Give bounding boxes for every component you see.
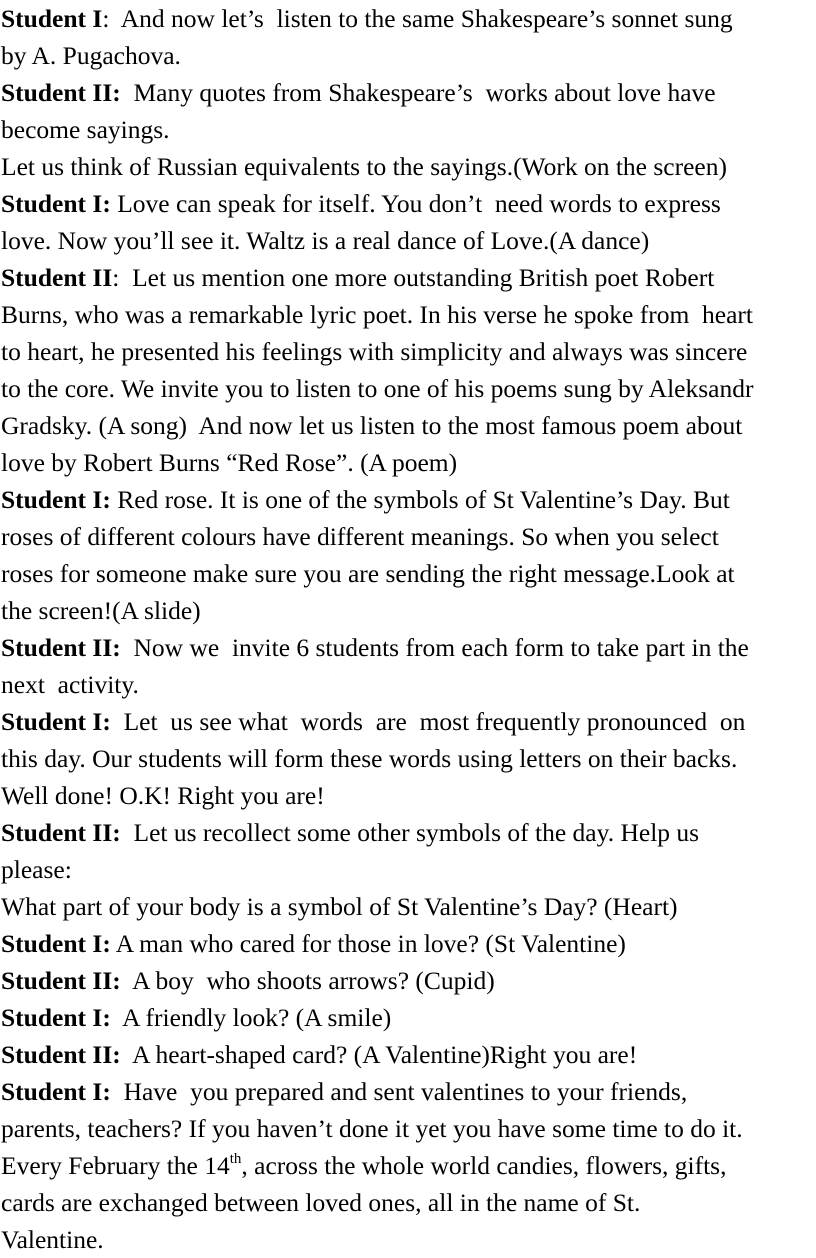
line-text: And now let’s listen to the same Shakespeare’s sonnet sung: [109, 4, 733, 33]
line-text: roses of different colours have different meanings. So when you select: [1, 522, 719, 551]
text-line: [1, 740, 816, 777]
text-line: [1, 222, 816, 259]
line-text: to the core. We invite you to listen to one of his poems sung by Aleksandr: [1, 374, 754, 403]
line-text: roses for someone make sure you are sending the right message.Look at: [1, 559, 735, 588]
line-text: become sayings.: [1, 115, 170, 144]
line-text: Now we invite 6 students from each form to take part in the: [120, 633, 749, 662]
text-line: [1, 1073, 816, 1110]
line-text: Have you prepared and sent valentines to your friends,: [110, 1077, 688, 1106]
line-text: A friendly look? (A smile): [110, 1003, 392, 1032]
line-text: love by Robert Burns “Red Rose”. (A poem): [1, 448, 458, 477]
speaker-label: Student II:: [1, 818, 121, 847]
date-text-before: Every February the 14: [1, 1151, 230, 1180]
line-text: Burns, who was a remarkable lyric poet. In his verse he spoke from heart: [1, 300, 754, 329]
line-text: Let us mention one more outstanding British poet Robert: [119, 263, 715, 292]
line-text: next activity.: [1, 670, 139, 699]
text-line: [1, 148, 816, 185]
line-text: A boy who shoots arrows? (Cupid): [120, 966, 495, 995]
text-line: [1, 666, 816, 703]
text-line: [1, 74, 816, 111]
line-text: A man who cared for those in love? (St Valentine): [110, 929, 626, 958]
text-line: [1, 592, 816, 629]
text-line: [1, 370, 816, 407]
speaker-label: Student I:: [1, 485, 111, 514]
text-line: [1, 629, 816, 666]
line-text: love. Now you’ll see it. Waltz is a real dance of Love.(A dance): [1, 226, 650, 255]
speaker-separator: :: [102, 4, 110, 33]
ordinal-suffix: th: [229, 1150, 242, 1167]
speaker-label: Student I:: [1, 1003, 111, 1032]
line-text: this day. Our students will form these words using letters on their backs.: [1, 744, 738, 773]
speaker-label: Student II: [1, 263, 113, 292]
speaker-label: Student I:: [1, 929, 111, 958]
text-line: [1, 0, 816, 37]
text-line: [1, 888, 816, 925]
line-text: Let us think of Russian equivalents to the sayings.(Work on the screen): [1, 152, 727, 181]
text-line: [1, 555, 816, 592]
date-text-after: , across the whole world candies, flowers, gifts,: [241, 1151, 727, 1180]
text-line: [1, 37, 816, 74]
line-text: Well done! O.K! Right you are!: [1, 781, 325, 810]
text-line: [1, 851, 816, 888]
text-line: [1, 407, 816, 444]
line-text: by A. Pugachova.: [1, 41, 181, 70]
text-line: [1, 111, 816, 148]
text-line-valentine: Valentine.: [1, 1225, 104, 1254]
line-text: the screen!(A slide): [1, 596, 201, 625]
speaker-label: Student II:: [1, 1040, 121, 1069]
dialogue-lines: [1, 0, 816, 1147]
text-line: [1, 925, 816, 962]
text-line: [1, 296, 816, 333]
speaker-label: Student I: [1, 4, 103, 33]
speaker-label: Student II:: [1, 633, 121, 662]
speaker-label: Student II:: [1, 966, 121, 995]
text-line: [1, 185, 816, 222]
text-line: [1, 999, 816, 1036]
line-text: What part of your body is a symbol of St Valentine’s Day? (Heart): [1, 892, 678, 921]
text-line: [1, 1036, 816, 1073]
line-text: Gradsky. (A song) And now let us listen to the most famous poem about: [1, 411, 743, 440]
text-line: [1, 777, 816, 814]
text-line: [1, 814, 816, 851]
text-line: [1, 962, 816, 999]
text-line: [1, 259, 816, 296]
line-text: parents, teachers? If you haven’t done it yet you have some time to do it.: [1, 1114, 743, 1143]
speaker-separator: :: [112, 263, 120, 292]
text-line-exchange: cards are exchanged between loved ones, all in the name of St.: [1, 1188, 641, 1217]
speaker-label: Student II:: [1, 78, 121, 107]
speaker-label: Student I:: [1, 1077, 111, 1106]
line-text: Many quotes from Shakespeare’s works about love have: [120, 78, 716, 107]
text-line: [1, 703, 816, 740]
line-text: to heart, he presented his feelings with simplicity and always was sincere: [1, 337, 748, 366]
line-text: A heart-shaped card? (A Valentine)Right you are!: [120, 1040, 638, 1069]
text-line: [1, 333, 816, 370]
line-text: please:: [1, 855, 72, 884]
line-text: Let us see what words are most frequently pronounced on: [110, 707, 746, 736]
line-text: Red rose. It is one of the symbols of St Valentine’s Day. But: [110, 485, 730, 514]
speaker-label: Student I:: [1, 707, 111, 736]
speaker-label: Student I:: [1, 189, 111, 218]
text-line: [1, 444, 816, 481]
text-line: [1, 1110, 816, 1147]
text-line-date: [1, 1147, 816, 1184]
line-text: Love can speak for itself. You don’t need words to express: [110, 189, 721, 218]
text-line: [1, 518, 816, 555]
text-line: [1, 481, 816, 518]
line-text: Let us recollect some other symbols of the day. Help us: [120, 818, 700, 847]
